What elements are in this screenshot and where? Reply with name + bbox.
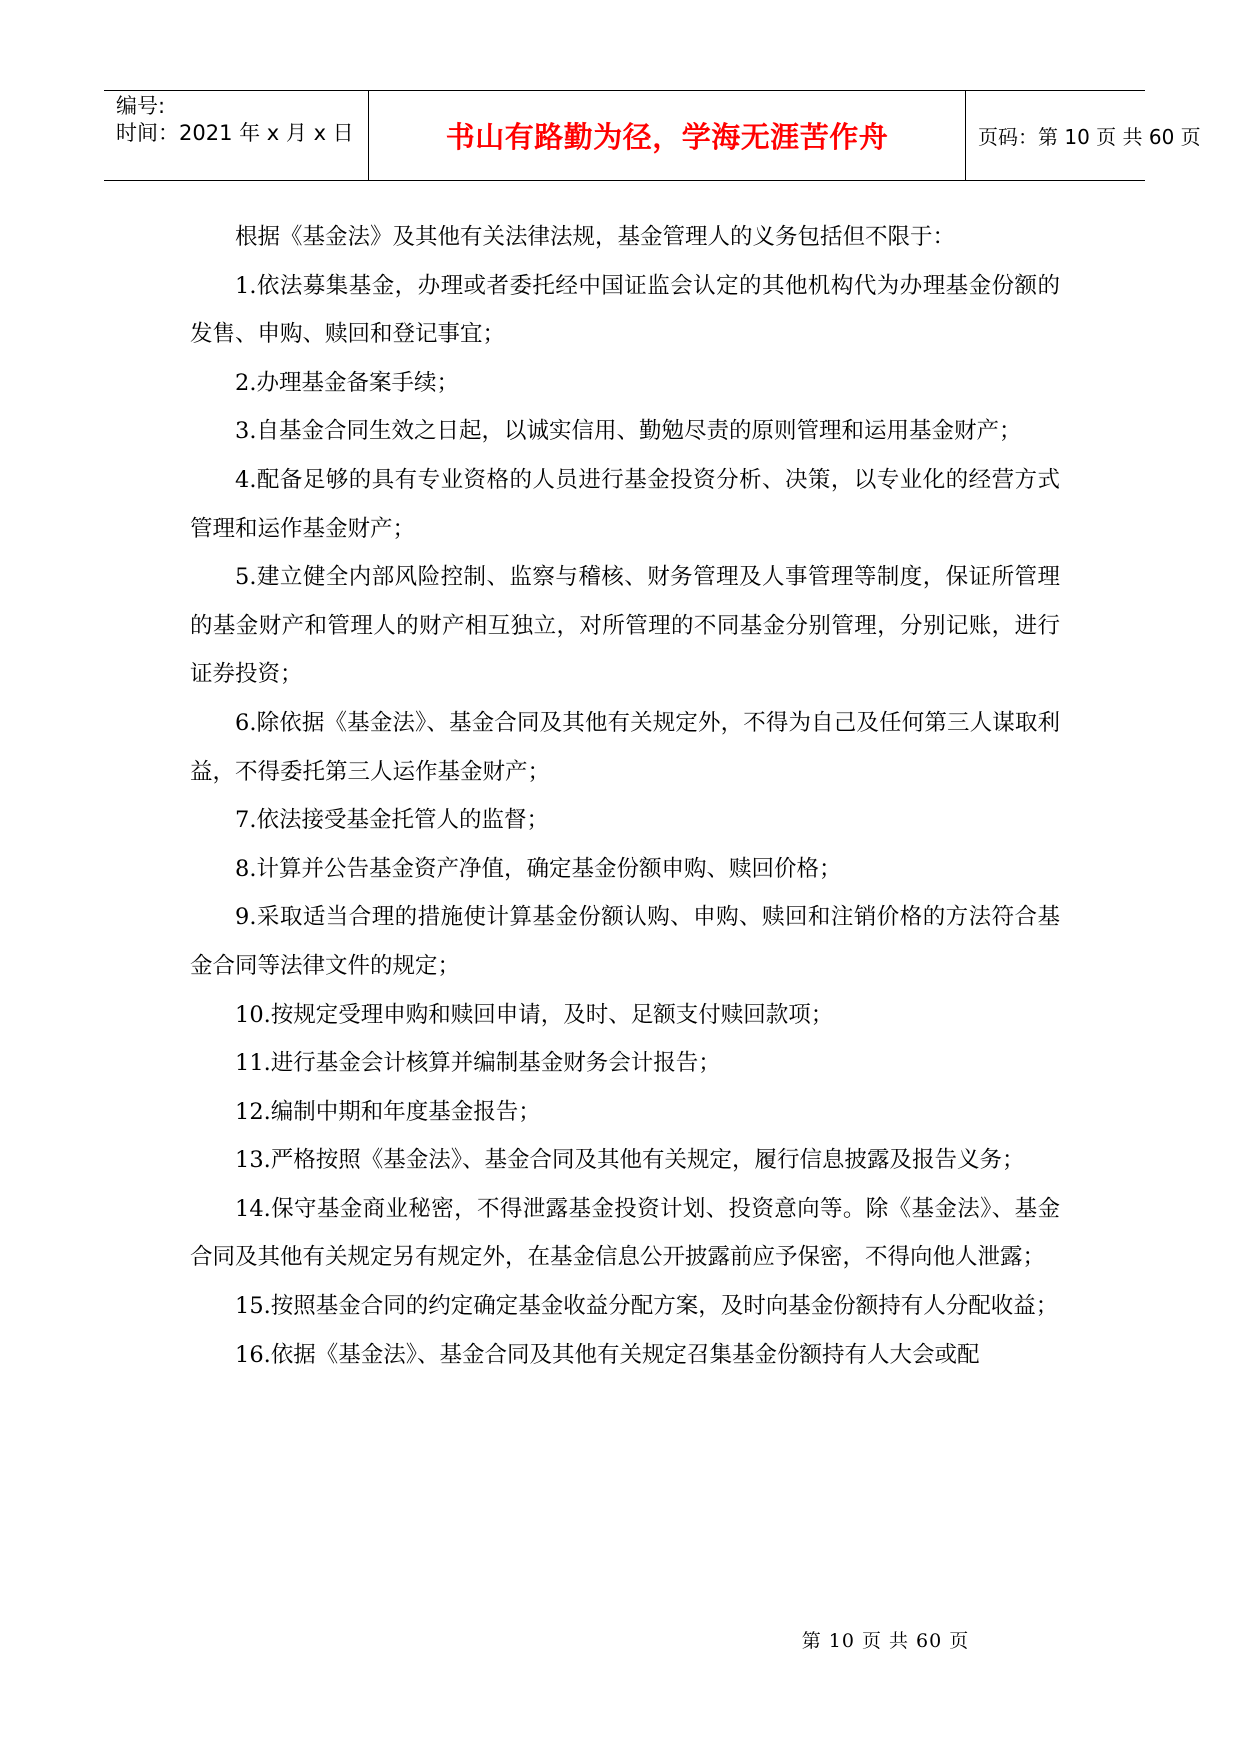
header-motto: 书山有路勤为径，学海无涯苦作舟 bbox=[445, 120, 889, 154]
document-number-label: 编号: bbox=[116, 94, 166, 118]
header-motto-cell bbox=[369, 91, 966, 180]
paragraph-item-7: 7.依法接受基金托管人的监督； bbox=[235, 807, 549, 834]
paragraph-item-10: 10.按规定受理申购和赎回申请，及时、足额支付赎回款项； bbox=[235, 1001, 834, 1028]
paragraph-item-9: 9.采取适当合理的措施使计算基金份额认购、申购、赎回和注销价格的方法符合基金合同等法律文件的规定； bbox=[190, 904, 1060, 979]
paragraph-item-15: 15.按照基金合同的约定确定基金收益分配方案，及时向基金份额持有人分配收益； bbox=[235, 1293, 1059, 1320]
page-footer: 第 10 页 共 60 页 bbox=[801, 1630, 970, 1652]
paragraph-item-3: 3.自基金合同生效之日起，以诚实信用、勤勉尽责的原则管理和运用基金财产； bbox=[235, 418, 1022, 445]
paragraph-item-1: 1.依法募集基金，办理或者委托经中国证监会认定的其他机构代为办理基金份额的发售、申购、赎回和登记事宜； bbox=[190, 272, 1060, 348]
paragraph-item-14: 14.保守基金商业秘密，不得泄露基金投资计划、投资意向等。除《基金法》、基金合同及其他有关规定另有规定外，在基金信息公开披露前应予保密，不得向他人泄露； bbox=[190, 1195, 1060, 1271]
header-page-info: 页码：第 10 页 共 60 页 bbox=[978, 125, 1201, 149]
paragraph-item-13: 13.严格按照《基金法》、基金合同及其他有关规定，履行信息披露及报告义务； bbox=[235, 1147, 1025, 1174]
paragraph-item-4: 4.配备足够的具有专业资格的人员进行基金投资分析、决策，以专业化的经营方式管理和运作基金财产； bbox=[190, 466, 1060, 542]
header-meta-cell bbox=[104, 91, 369, 180]
page-header bbox=[104, 90, 1201, 181]
paragraph-item-2: 2.办理基金备案手续； bbox=[235, 369, 459, 396]
paragraph-item-12: 12.编制中期和年度基金报告； bbox=[235, 1098, 541, 1125]
paragraph-item-11: 11.进行基金会计核算并编制基金财务会计报告； bbox=[235, 1050, 721, 1077]
paragraph-item-16: 16.依据《基金法》、基金合同及其他有关规定召集基金份额持有人大会或配 bbox=[235, 1341, 980, 1368]
document-time-label: 时间：2021 年 x 月 x 日 bbox=[116, 121, 354, 145]
paragraph-item-8: 8.计算并公告基金资产净值，确定基金份额申购、赎回价格； bbox=[235, 855, 842, 882]
paragraph-item-5: 5.建立健全内部风险控制、监察与稽核、财务管理及人事管理等制度，保证所管理的基金财产和管理人的财产相互独立，对所管理的不同基金分别管理，分别记账，进行证券投资； bbox=[190, 564, 1060, 688]
paragraph-intro: 根据《基金法》及其他有关法律法规，基金管理人的义务包括但不限于： bbox=[235, 224, 956, 250]
document-body bbox=[190, 213, 1060, 1379]
paragraph-item-6: 6.除依据《基金法》、基金合同及其他有关规定外，不得为自己及任何第三人谋取利益，不得委托第三人运作基金财产； bbox=[190, 709, 1060, 785]
